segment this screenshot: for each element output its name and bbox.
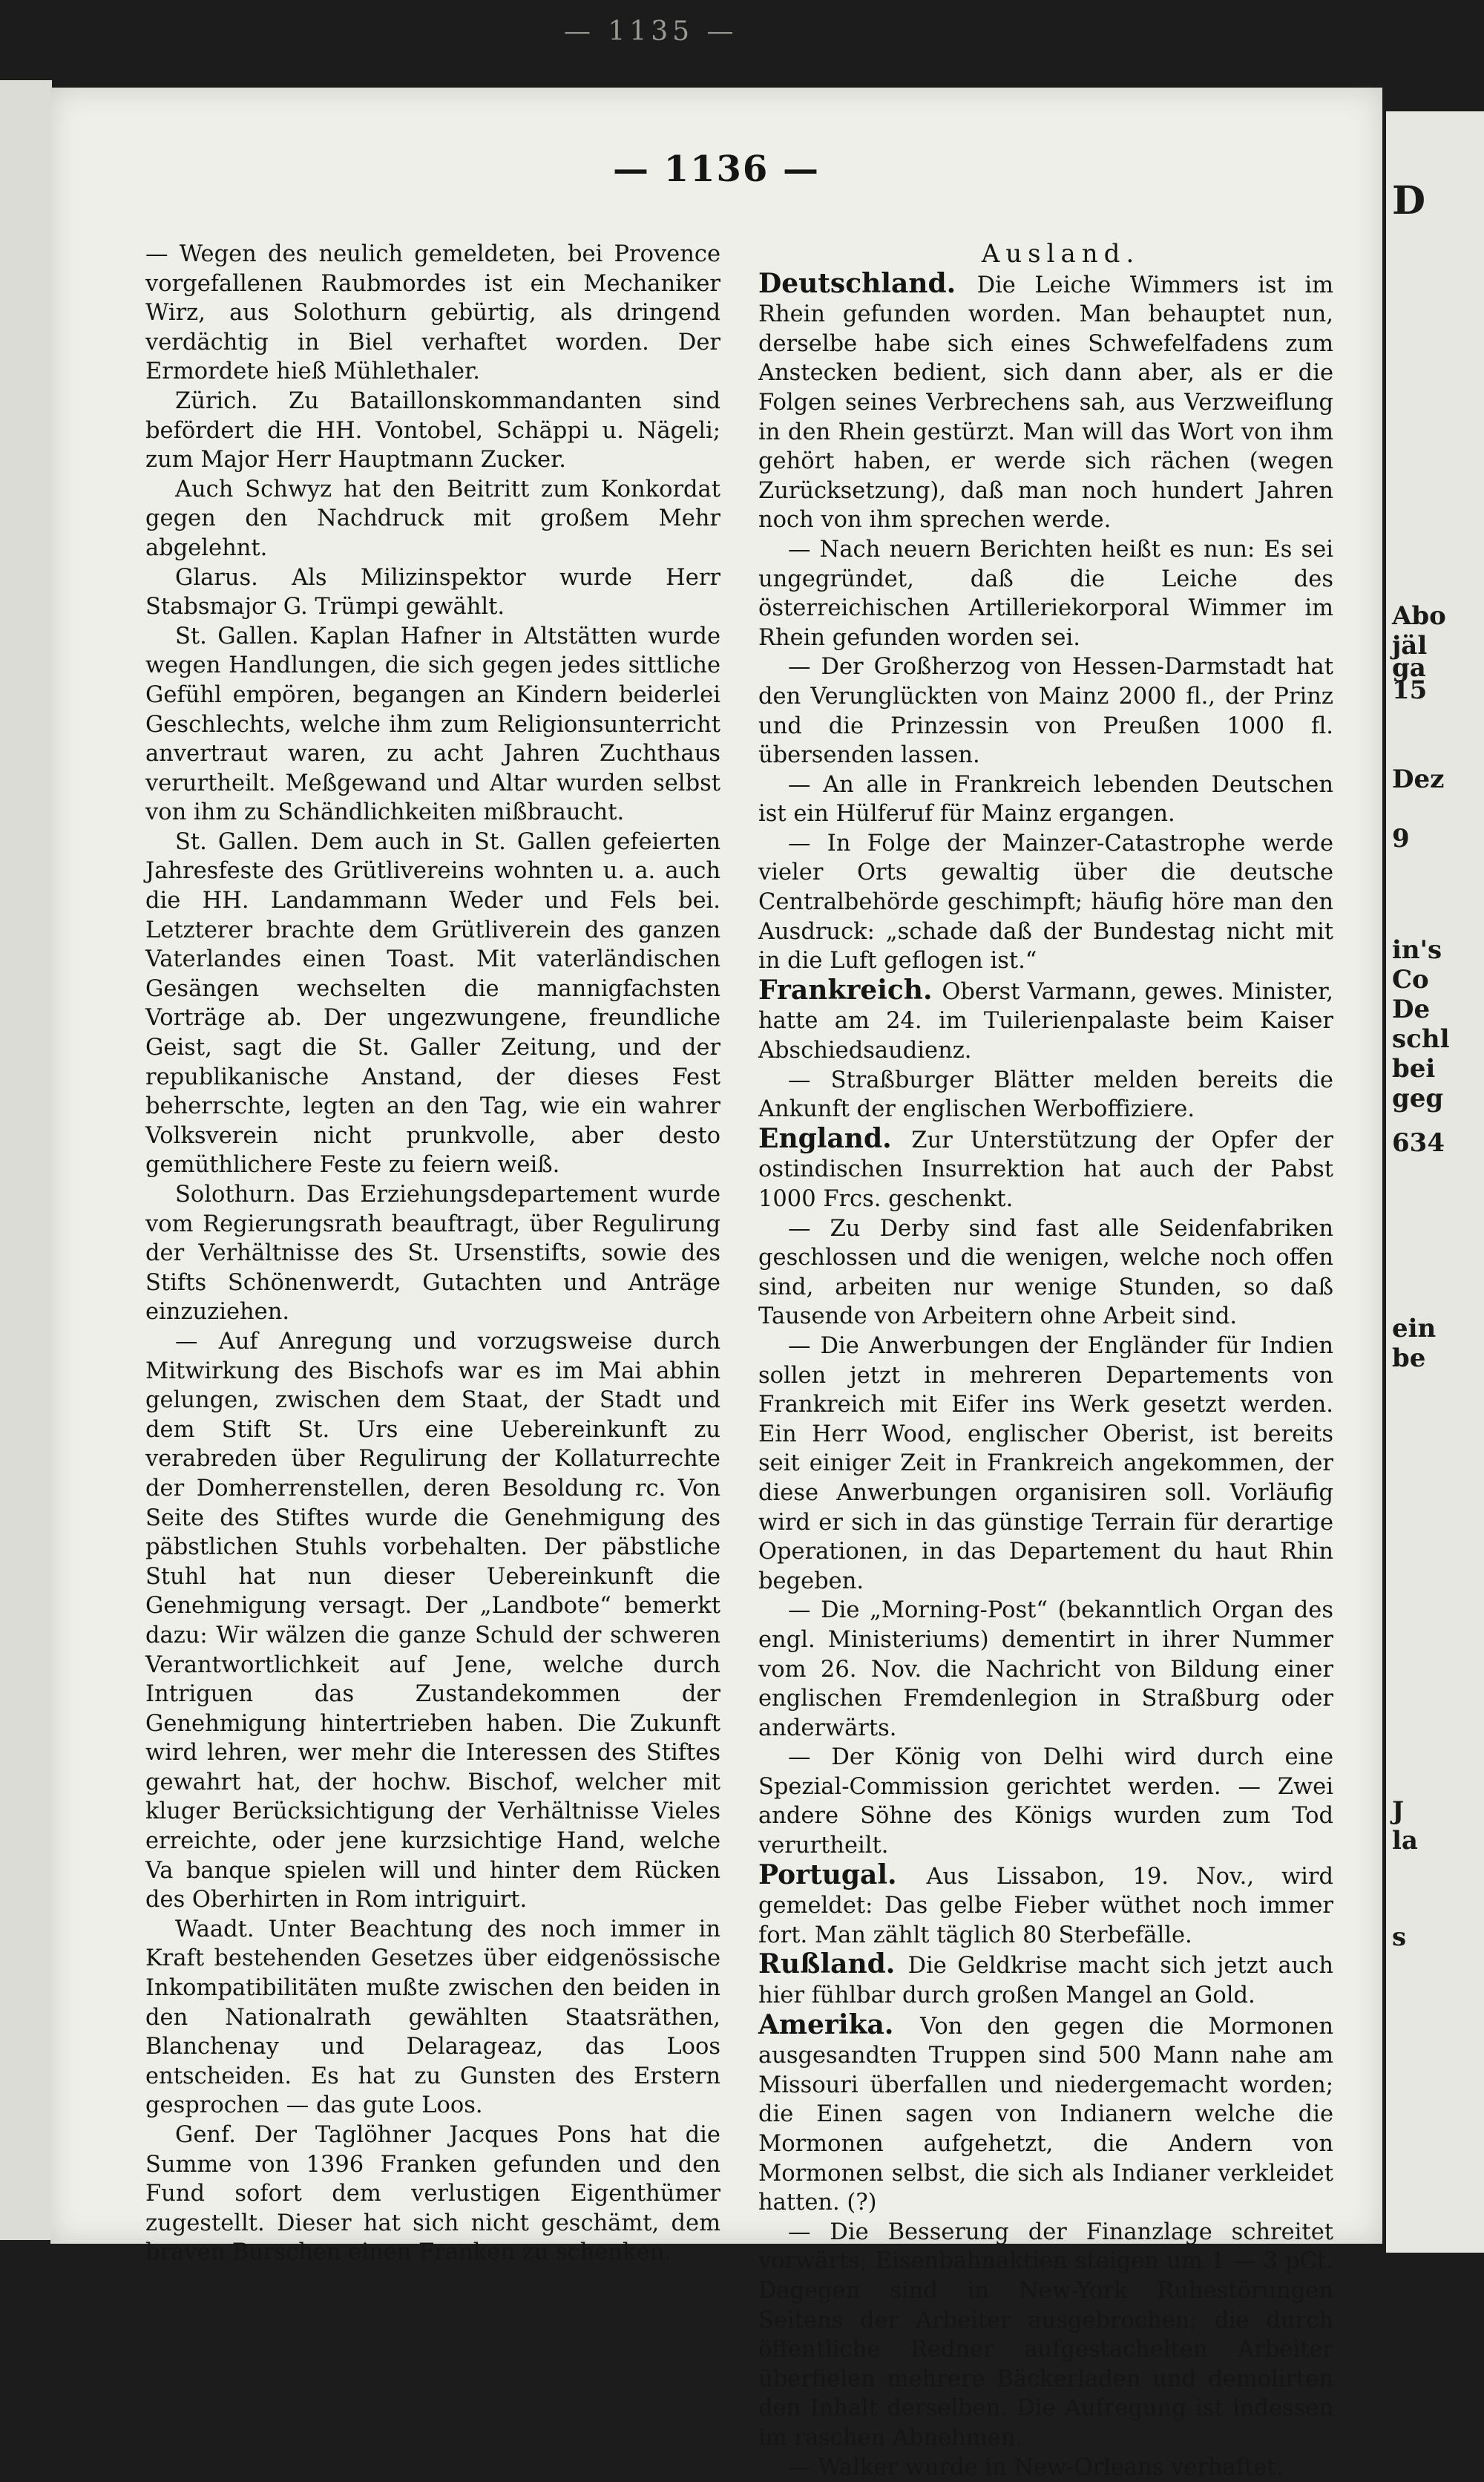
- right-paragraph: [758, 1743, 1333, 1860]
- right-paragraph: [758, 1861, 1333, 1951]
- next-page-fragment: la: [1392, 1826, 1418, 1856]
- left-paragraph: — Wegen des neulich gemeldeten, bei Provence vorgefallenen Raubmordes ist ein Mechaniker Wirz, aus Solothurn gebürtig, als dringend verdächtig in Biel verhaftet worden. Der Ermordete hieß Mühlethaler.: [145, 241, 720, 385]
- right-paragraph: [758, 1596, 1333, 1743]
- article-text: — Nach neuern Berichten heißt es nun: Es sei ungegründet, daß die Leiche des österreichischen Artilleriekorporal Wimmer im Rhein gefunden worden sei.: [758, 536, 1333, 651]
- newspaper-page: [50, 88, 1382, 2481]
- right-paragraph: [758, 2008, 1333, 2218]
- right-paragraph: [758, 535, 1333, 652]
- next-page-fragment: Co: [1392, 965, 1429, 995]
- article-text: — Die Anwerbungen der Engländer für Indien sollen jetzt in mehreren Departements von Frankreich mit Eifer ins Werk gesetzt werden. Ein Herr Wood, englischer Oberist, ist bereits seit einiger Zeit in Frankreich angekommen, der diese Anwerbungen organisiren soll. Vorläufig wird er sich in das günstige Terrain für derartige Operationen, in das Departement du haut Rhin begeben.: [758, 1332, 1333, 1594]
- left-paragraph: Auch Schwyz hat den Beitritt zum Konkordat gegen den Nachdruck mit großem Mehr abgelehnt.: [145, 476, 720, 561]
- next-page-fragment: 9: [1392, 824, 1410, 854]
- right-paragraph: [758, 2453, 1333, 2482]
- article-text: Zur Unterstützung der Opfer der ostindischen Insurrektion hat auch der Pabst 1000 Frcs. geschenkt.: [758, 1127, 1334, 1212]
- country-heading: Rußland.: [758, 1948, 908, 1980]
- right-paragraph: [758, 652, 1333, 770]
- ghost-header: — 1135 —: [564, 16, 738, 47]
- next-page-fragment: geg: [1392, 1084, 1444, 1113]
- country-heading: England.: [758, 1122, 912, 1154]
- next-page-fragment: jäl: [1392, 631, 1428, 661]
- next-page-fragment: 15: [1392, 675, 1428, 705]
- left-paragraph: Genf. Der Taglöhner Jacques Pons hat die Summe von 1396 Franken gefunden und den Fund sofort dem verlustigen Eigenthümer zugestellt. Dieser hat sich nicht geschämt, dem braven Burschen einen Franken zu schenken.: [145, 2122, 720, 2266]
- next-page-fragment: schl: [1392, 1024, 1450, 1054]
- next-page-fragment: ein: [1392, 1314, 1437, 1343]
- right-paragraph: [758, 1332, 1333, 1596]
- next-page-fragment: De: [1392, 995, 1431, 1024]
- next-page-fragment: s: [1392, 1922, 1407, 1952]
- right-paragraph: [758, 2218, 1333, 2453]
- left-paragraph: Solothurn. Das Erziehungsdepartement wurde vom Regierungsrath beauftragt, über Regulirung der Verhältnisse des St. Ursenstifts, sowie des Stifts Schönenwerdt, Gutachten und Anträge einzuziehen.: [145, 1182, 720, 1326]
- article-text: — Zu Derby sind fast alle Seidenfabriken geschlossen und die wenigen, welche noch offen sind, arbeiten nur wenige Stunden, so daß Tausende von Arbeitern ohne Arbeit sind.: [758, 1215, 1333, 1330]
- article-text: Von den gegen die Mormonen ausgesandten Truppen sind 500 Mann nahe am Missouri überfallen und niedergemacht worden; die Einen sagen von Indianern welche die Mormonen aufgehetzt, die Andern von Mormonen selbst, die sich als Indianer verkleidet hatten. (?): [758, 2013, 1333, 2216]
- country-heading: Portugal.: [758, 1859, 927, 1890]
- article-text: — Straßburger Blätter melden bereits die Ankunft der englischen Werboffiziere.: [758, 1067, 1333, 1123]
- right-paragraph: [758, 770, 1333, 829]
- right-paragraph: [758, 1950, 1333, 2010]
- country-heading: Amerika.: [758, 2008, 921, 2040]
- next-page-fragment: D: [1392, 178, 1426, 223]
- article-text: — Der Großherzog von Hessen-Darmstadt hat den Verunglückten von Mainz 2000 fl., der Prinz und die Prinzessin von Preußen 1000 fl. übersenden lassen.: [758, 654, 1333, 769]
- article-text: — An alle in Frankreich lebenden Deutschen ist ein Hülferuf für Mainz ergangen.: [758, 771, 1333, 828]
- article-text: — Die Besserung der Finanzlage schreitet vorwärts; Eisenbahnaktien steigen um 1 — 3 pCt. Dagegen sind in New-York Ruhestörungen Seitens der Arbeiter ausgebrochen; die durch öffentliche Redner aufgestachelten Arbeiter überfielen mehrere Bäckerladen und demolirten den Inhalt derselben. Die Aufregung ist indessen im raschen Abnehmen.: [758, 2219, 1333, 2451]
- left-paragraph: Zürich. Zu Bataillonskommandanten sind befördert die HH. Vontobel, Schäppi u. Nägeli; zum Major Herr Hauptmann Zucker.: [145, 387, 720, 474]
- article-text: Aus Lissabon, 19. Nov., wird gemeldet: Das gelbe Fieber wüthet noch immer fort. Man zählt täglich 80 Sterbefälle.: [758, 1863, 1333, 1948]
- left-paragraph: Glarus. Als Milizinspektor wurde Herr Stabsmajor G. Trümpi gewählt.: [145, 564, 720, 620]
- article-text: Die Leiche Wimmers ist im Rhein gefunden worden. Man behauptet nun, derselbe habe sich eines Schwefelfadens zum Anstecken bedient, sich dann aber, als er die Folgen seines Verbrechens sah, aus Verzweiflung in den Rhein gestürzt. Man will das Wort von ihm gehört haben, er werde sich rächen (wegen Zurücksetzung), daß man noch hundert Jahren noch von ihm sprechen werde.: [758, 272, 1334, 534]
- article-text: — In Folge der Mainzer-Catastrophe werde vieler Orts gewaltig über die deutsche Centralbehörde geschimpft; häufig höre man den Ausdruck: „schade daß der Bundestag nicht mit in die Luft geflogen ist.“: [758, 830, 1333, 975]
- article-text: — Der König von Delhi wird durch eine Spezial-Commission gerichtet werden. — Zwei andere Söhne des Königs wurden zum Tod verurtheilt.: [758, 1744, 1333, 1859]
- country-heading: Deutschland.: [758, 267, 977, 299]
- right-paragraph: [758, 1214, 1333, 1332]
- article-text: Oberst Varmann, gewes. Minister, hatte am 24. im Tuilerienpalaste beim Kaiser Abschiedsaudienz.: [758, 978, 1333, 1064]
- next-page-fragment: J: [1392, 1796, 1405, 1826]
- next-page-fragment: 634: [1392, 1128, 1445, 1158]
- next-page-fragment: be: [1392, 1343, 1426, 1373]
- next-page-fragment: Abo: [1392, 601, 1446, 631]
- article-text: — Die „Morning-Post“ (bekanntlich Organ des engl. Ministeriums) dementirt in ihrer Nummer vom 26. Nov. die Nachricht von Bildung einer englischen Fremdenlegion in Straßburg oder anderwärts.: [758, 1597, 1333, 1741]
- next-page-fragment: ga: [1392, 653, 1426, 683]
- previous-page-edge: [0, 80, 52, 2240]
- next-page-fragment: in's: [1392, 935, 1442, 965]
- next-page-edge: [1386, 111, 1484, 2253]
- right-column: [758, 240, 1333, 2482]
- right-paragraph: [758, 829, 1333, 976]
- country-heading: Frankreich.: [758, 974, 942, 1006]
- left-paragraph: — Auf Anregung und vorzugsweise durch Mitwirkung des Bischofs war es im Mai abhin gelungen, zwischen dem Staat, der Stadt und dem Stift St. Urs eine Uebereinkunft zu verabreden über Regulirung der Kollaturrechte der Domherrenstellen, deren Besoldung rc. Von Seite des Stiftes wurde die Genehmigung des päbstlichen Stuhls vorbehalten. Der päbstliche Stuhl hat nun dieser Uebereinkunft die Genehmigung versagt. Der „Landbote“ bemerkt dazu: Wir wälzen die ganze Schuld der schweren Verantwortlichkeit auf Jene, welche durch Intriguen das Zustandekommen der Genehmigung hintertrieben haben. Die Zukunft wird lehren, wer mehr die Interessen des Stiftes gewahrt hat, der hochw. Bischof, welcher mit kluger Berücksichtigung der Verhältnisse Vieles erreichte, oder jene kurzsichtige Hand, welche Va banque spielen will und hinter dem Rücken des Oberhirten in Rom intriguirt.: [145, 1328, 720, 1913]
- right-paragraph: [758, 269, 1333, 535]
- section-title: Ausland.: [981, 239, 1140, 269]
- page-number: — 1136 —: [612, 148, 820, 190]
- left-paragraph: St. Gallen. Kaplan Hafner in Altstätten wurde wegen Handlungen, die sich gegen jedes sittliche Gefühl empören, begangen an Kindern beiderlei Geschlechts, welche ihm zum Religionsunterricht anvertraut waren, zu acht Jahren Zuchthaus verurtheilt. Meßgewand und Altar wurden selbst von ihm zu Schändlichkeiten mißbraucht.: [145, 623, 720, 826]
- right-paragraph: [758, 1066, 1333, 1124]
- next-page-fragment: Dez: [1392, 764, 1445, 794]
- left-paragraph: Waadt. Unter Beachtung des noch immer in Kraft bestehenden Gesetzes über eidgenössische Inkompatibilitäten mußte zwischen den beiden in den Nationalrath gewählten Staatsräthen, Blanchenay und Delarageaz, das Loos entscheiden. Es hat zu Gunsten des Erstern gesprochen — das gute Loos.: [145, 1916, 720, 2119]
- article-text: — Walker wurde in New-Orleans verhaftet.: [788, 2454, 1284, 2481]
- article-text: Die Geldkrise macht sich jetzt auch hier fühlbar durch großen Mangel an Gold.: [758, 1953, 1334, 2009]
- right-paragraph: [758, 1124, 1333, 1214]
- next-page-fragment: bei: [1392, 1054, 1436, 1084]
- right-paragraph: [758, 976, 1333, 1066]
- left-paragraph: St. Gallen. Dem auch in St. Gallen gefeierten Jahresfeste des Grütlivereins wohnten u. a. auch die HH. Landammann Weder und Fels bei. Letzterer brachte dem Grütliverein des ganzen Vaterlandes einen Toast. Mit vaterländischen Gesängen wechselten die mannigfachsten Vorträge ab. Der ungezwungene, freundliche Geist, sagt die St. Galler Zeitung, und der republikanische Anstand, der dieses Fest beherrschte, legten an den Tag, wie ein wahrer Volksverein nicht prunkvolle, aber desto gemüthlichere Feste zu feiern weiß.: [145, 828, 720, 1179]
- left-column: [145, 240, 720, 2267]
